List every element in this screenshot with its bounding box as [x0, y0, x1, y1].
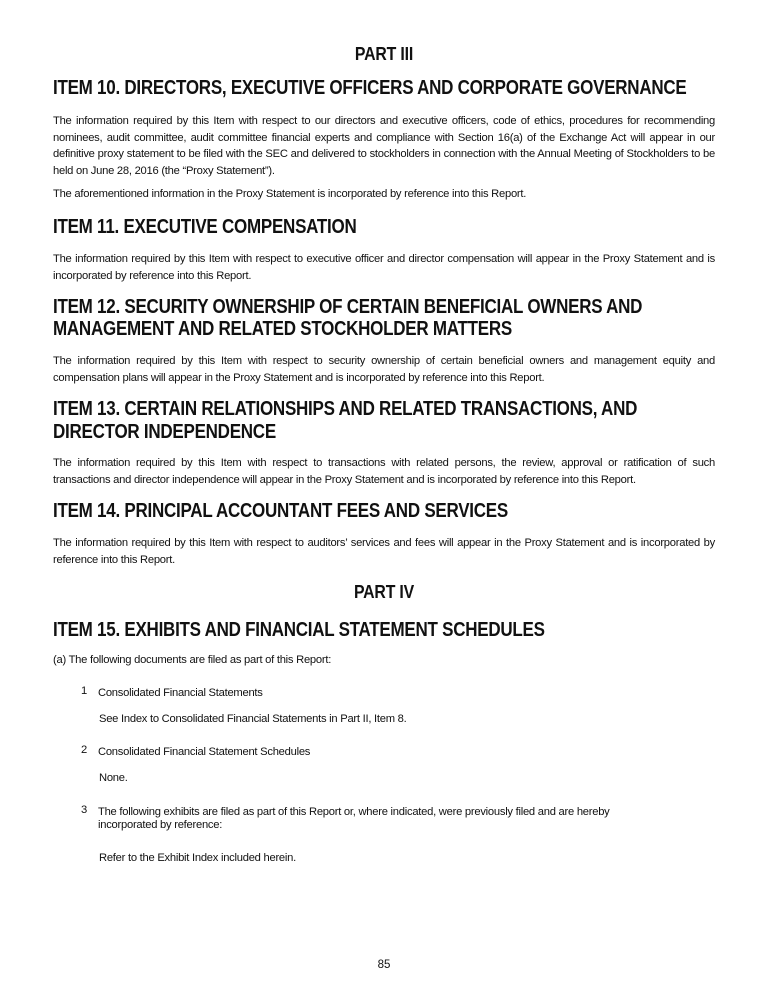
item-12-heading-line-1: ITEM 12. SECURITY OWNERSHIP OF CERTAIN BENEFICIAL OWNERS AND [53, 296, 643, 318]
item-13-paragraph: The information required by this Item with respect to transactions with related persons, the review, approval or ratification of such transactions and director independence will appear in the Proxy Statement and is incorporated by reference into this Report. [53, 457, 715, 486]
list-item-3-detail: Refer to the Exhibit Index included herein. [99, 852, 296, 864]
list-item-2-title: Consolidated Financial Statement Schedules [98, 746, 311, 758]
item-11-paragraph: The information required by this Item with respect to executive officer and director compensation will appear in the Proxy Statement and is incorporated by reference into this Report. [53, 253, 715, 282]
list-item-3-title-line-2: incorporated by reference: [98, 819, 223, 831]
list-item-3-title-line-1: The following exhibits are filed as part of this Report or, where indicated, were previously filed and are hereby [98, 806, 610, 818]
item-10-paragraph-1: The information required by this Item with respect to our directors and executive officers, code of ethics, procedures for recommending nominees, audit committee, audit committee financial experts and compliance with Section 16(a) of the Exchange Act will appear in our definitive proxy statement to be filed with the SEC and delivered to stockholders in connection with the Annual Meeting of Stockholders to be held on June 28, 2016 (the “Proxy Statement”). [53, 115, 715, 177]
list-item-1-title: Consolidated Financial Statements [98, 687, 263, 699]
item-15-heading: ITEM 15. EXHIBITS AND FINANCIAL STATEMENT SCHEDULES [53, 619, 545, 641]
item-12-paragraph: The information required by this Item with respect to security ownership of certain beneficial owners and management equity and compensation plans will appear in the Proxy Statement and is incorporated by reference into this Report. [53, 355, 715, 384]
item-14-heading: ITEM 14. PRINCIPAL ACCOUNTANT FEES AND SERVICES [53, 500, 508, 522]
part-iii-title: PART III [354, 44, 414, 64]
list-item-2-number: 2 [81, 744, 87, 756]
item-12-heading-line-2: MANAGEMENT AND RELATED STOCKHOLDER MATTERS [53, 318, 512, 340]
item-10-paragraph-2: The aforementioned information in the Proxy Statement is incorporated by reference into this Report. [53, 188, 527, 200]
item-11-heading: ITEM 11. EXECUTIVE COMPENSATION [53, 216, 357, 238]
list-item-1-detail: See Index to Consolidated Financial Statements in Part II, Item 8. [99, 713, 407, 725]
list-item-1-number: 1 [81, 685, 87, 697]
item-14-paragraph: The information required by this Item with respect to auditors’ services and fees will appear in the Proxy Statement and is incorporated by reference into this Report. [53, 537, 715, 566]
list-item-3-number: 3 [81, 804, 87, 816]
item-13-heading-line-2: DIRECTOR INDEPENDENCE [53, 421, 276, 443]
page-number: 85 [377, 959, 391, 971]
list-item-2-detail: None. [99, 772, 128, 784]
item-10-heading: ITEM 10. DIRECTORS, EXECUTIVE OFFICERS AND CORPORATE GOVERNANCE [53, 77, 687, 99]
part-iv-title: PART IV [353, 582, 415, 602]
item-13-heading-line-1: ITEM 13. CERTAIN RELATIONSHIPS AND RELATED TRANSACTIONS, AND [53, 398, 638, 420]
item-15-intro: (a) The following documents are filed as part of this Report: [53, 654, 332, 666]
